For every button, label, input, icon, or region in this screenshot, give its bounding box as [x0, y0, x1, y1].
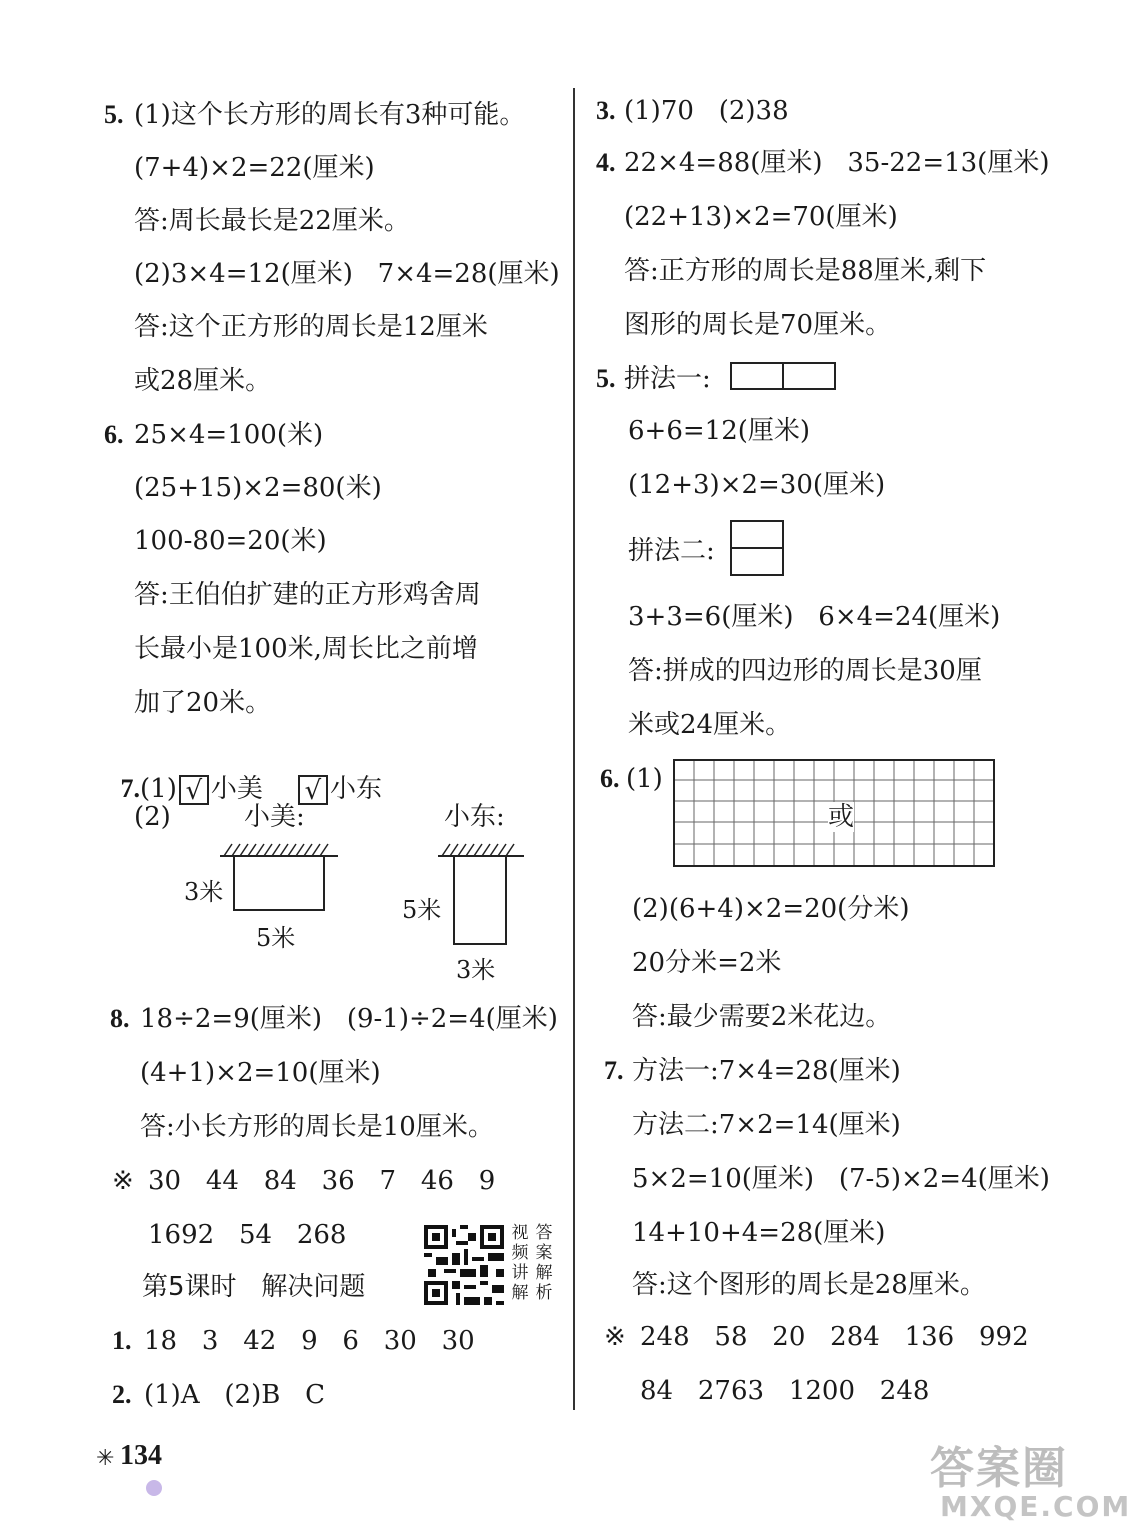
r-q4-line1: 22×4=88(厘米) 35-22=13(厘米): [624, 148, 1050, 178]
r-q5-line5: 米或24厘米。: [628, 710, 792, 740]
r-q7-line5: 答:这个图形的周长是28厘米。: [632, 1270, 986, 1300]
r-q5-method2: 拼法二:: [628, 536, 715, 566]
r-q6-line2: 20分米=2米: [632, 948, 782, 978]
a2-number: 2.: [112, 1380, 132, 1409]
r-q4-line4: 图形的周长是70厘米。: [624, 310, 892, 340]
q6-line2: (25+15)×2=80(米): [134, 473, 382, 503]
xiaomei-bottom-label: 5米: [256, 924, 296, 952]
xiaomei-side-label: 3米: [184, 878, 224, 906]
r-q6-line1: (2)(6+4)×2=20(分米): [632, 894, 910, 924]
r-q6-number: 6.: [600, 764, 620, 793]
q8-line1: 18÷2=9(厘米) (9-1)÷2=4(厘米): [140, 1004, 558, 1034]
q8-line3: 答:小长方形的周长是10厘米。: [140, 1112, 494, 1142]
grid-or-label: 或: [828, 802, 855, 832]
column-divider: [573, 88, 575, 1410]
extra-row2-left: 1692 54 268: [148, 1220, 347, 1250]
q6-line3: 100-80=20(米): [134, 526, 327, 556]
method1-diagram: [730, 362, 836, 390]
r-q4-line2: (22+13)×2=70(厘米): [624, 202, 898, 232]
q7-number: 7.: [120, 774, 141, 803]
extra-mark-left: ※: [112, 1166, 134, 1196]
label-xiaodong: 小东:: [444, 802, 505, 832]
q5-line2: (7+4)×2=22(厘米): [134, 153, 375, 183]
r-q7-line2: 方法二:7×2=14(厘米): [632, 1110, 901, 1140]
qr-caption-video: 视频讲解: [511, 1223, 529, 1303]
r-q7-line4: 14+10+4=28(厘米): [632, 1218, 886, 1248]
page-number: 134: [120, 1440, 162, 1471]
a2-text: (1)A (2)B C: [144, 1380, 326, 1410]
watermark: [930, 1432, 1131, 1532]
r-q7-line3: 5×2=10(厘米) (7-5)×2=4(厘米): [632, 1164, 1050, 1194]
r-q4-number: 4.: [596, 148, 616, 177]
extra-row2-right: 84 2763 1200 248: [640, 1376, 930, 1406]
watermark-url: MXQE.COM: [940, 1490, 1131, 1523]
q6-line6: 加了20米。: [134, 688, 272, 718]
r-q4-line3: 答:正方形的周长是88厘米,剩下: [624, 256, 987, 286]
r-q5-line1: 6+6=12(厘米): [628, 416, 811, 446]
xiaomei-diagram: [210, 838, 350, 918]
label-xiaomei: 小美:: [244, 802, 305, 832]
method2-diagram: [730, 520, 784, 576]
q5-line4: (2)3×4=12(厘米) 7×4=28(厘米): [134, 259, 560, 289]
q5-line1: (1)这个长方形的周长有3种可能。: [134, 100, 526, 130]
name-xiaodong: 小东: [329, 774, 382, 804]
q7-part2: (2): [134, 802, 171, 832]
a1-text: 18 3 42 9 6 30 30: [144, 1326, 475, 1356]
extra-row1-left: 30 44 84 36 7 46 9: [148, 1166, 496, 1196]
r-q7-line1: 方法一:7×4=28(厘米): [632, 1056, 901, 1086]
extra-row1-right: 248 58 20 284 136 992: [640, 1322, 1029, 1352]
r-q6-part1: (1): [626, 764, 663, 794]
xiaodong-side-label: 5米: [402, 896, 442, 924]
decorative-dot: [146, 1480, 162, 1496]
q5-line3: 答:周长最长是22厘米。: [134, 206, 410, 236]
q6-line4: 答:王伯伯扩建的正方形鸡舍周: [134, 580, 481, 610]
r-q5-number: 5.: [596, 364, 616, 393]
r-q5-line4: 答:拼成的四边形的周长是30厘: [628, 656, 982, 686]
xiaodong-diagram: [434, 838, 534, 948]
extra-mark-right: ※: [604, 1322, 626, 1352]
q6-line1: 25×4=100(米): [134, 420, 324, 450]
star-icon: ✳: [96, 1446, 115, 1471]
r-q7-number: 7.: [604, 1056, 624, 1085]
r-q5-line3: 3+3=6(厘米) 6×4=24(厘米): [628, 602, 1001, 632]
qr-caption-answer: 答案解析: [535, 1223, 553, 1303]
checkbox-xiaomei: √: [179, 775, 209, 805]
r-q5-line2: (12+3)×2=30(厘米): [628, 470, 886, 500]
q6-line5: 长最小是100米,周长比之前增: [134, 634, 478, 664]
lesson-title: 第5课时 解决问题: [142, 1272, 366, 1302]
r-q3-text: (1)70 (2)38: [624, 96, 789, 126]
qr-code-icon[interactable]: [424, 1225, 504, 1305]
r-q3-number: 3.: [596, 96, 616, 125]
xiaodong-bottom-label: 3米: [456, 956, 496, 984]
q6-number: 6.: [104, 420, 124, 449]
q5-line5: 答:这个正方形的周长是12厘米: [134, 312, 488, 342]
q5-line6: 或28厘米。: [134, 366, 272, 396]
a1-number: 1.: [112, 1326, 132, 1355]
q7-part1: (1): [140, 774, 177, 804]
q8-line2: (4+1)×2=10(厘米): [140, 1058, 381, 1088]
checkbox-xiaodong: √: [298, 775, 328, 805]
name-xiaomei: 小美: [210, 774, 263, 804]
r-q5-method1: 拼法一:: [624, 364, 711, 394]
q5-number: 5.: [104, 100, 124, 129]
watermark-text: 答案圈: [930, 1443, 1068, 1494]
r-q6-line3: 答:最少需要2米花边。: [632, 1002, 892, 1032]
q8-number: 8.: [110, 1004, 130, 1033]
q7-line1: [104, 744, 382, 805]
